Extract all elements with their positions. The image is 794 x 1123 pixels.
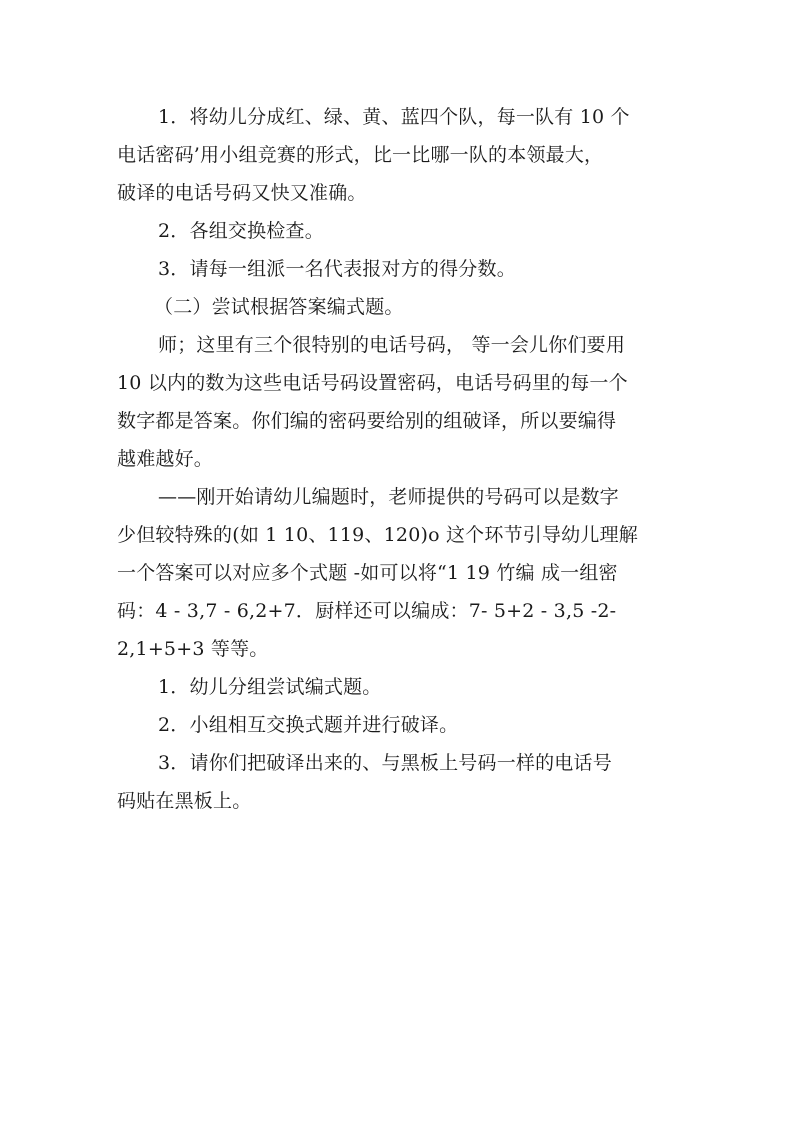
text-line: 一个答案可以对应多个式题 -如可以将“1 19 竹编 成一组密 [117, 562, 618, 584]
text-line: 2．各组交换检查。 [158, 220, 324, 242]
paragraph-group-exchange [117, 706, 677, 744]
text-line: 1．幼儿分组尝试编式题。 [158, 676, 382, 698]
paragraph-report-score [117, 250, 677, 288]
text-line: 数字都是答案。你们编的密码要给别的组破译，所以要编得 [117, 410, 617, 432]
paragraph-exchange-check [117, 212, 677, 250]
text-line: 少但较特殊的(如 1 10、119、120)o 这个环节引导幼儿理解 [117, 524, 638, 546]
text-line: 2,1+5+3 等等。 [117, 638, 269, 660]
section-heading [117, 288, 677, 326]
text-line: 码：4 - 3,7 - 6,2+7．厨样还可以编成：7- 5+2 - 3,5 -2- [117, 600, 617, 622]
text-line: 电话密码’用小组竞赛的形式，比一比哪一队的本领最大， [117, 144, 604, 166]
text-line: 破译的电话号码又快又准确。 [117, 182, 367, 204]
paragraph-note [117, 478, 677, 668]
document-page [117, 98, 677, 820]
text-line: 2．小组相互交换式题并进行破译。 [158, 714, 459, 736]
text-line: 10 以内的数为这些电话号码设置密码，电话号码里的每一个 [117, 372, 628, 394]
paragraph-post-answers [117, 744, 677, 820]
text-line: 1．将幼儿分成红、绿、黄、蓝四个队，每一队有 10 个 [158, 106, 630, 128]
text-line: ——刚开始请幼儿编题时，老师提供的号码可以是数字 [158, 486, 619, 508]
paragraph-teams [117, 98, 677, 212]
text-line: 师；这里有三个很特别的电话号码， 等一会儿你们要用 [158, 334, 626, 356]
section-heading-text: （二）尝试根据答案编式题。 [154, 296, 404, 318]
text-line: 3．请你们把破译出来的、与黑板上号码一样的电话号 [158, 752, 612, 774]
text-line: 3．请每一组派一名代表报对方的得分数。 [158, 258, 516, 280]
text-line: 越难越好。 [117, 448, 214, 470]
text-line: 码贴在黑板上。 [117, 790, 252, 812]
paragraph-teacher-intro [117, 326, 677, 478]
paragraph-group-compose [117, 668, 677, 706]
